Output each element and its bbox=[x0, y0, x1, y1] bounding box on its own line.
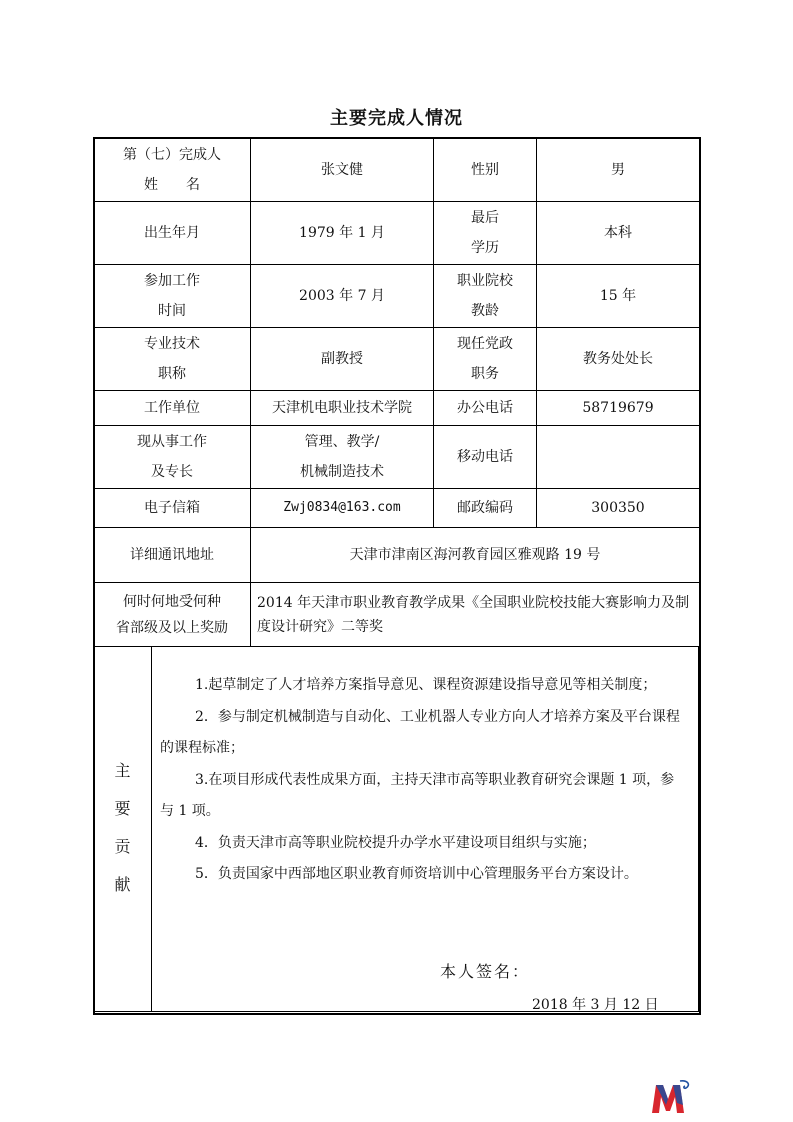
awards-label-cell: 何时何地受何种 省部级及以上奖励 bbox=[94, 583, 251, 647]
address-label: 详细通讯地址 bbox=[94, 528, 251, 583]
contribution-item: 4．负责天津市高等职业院校提升办学水平建设项目组织与实施； bbox=[195, 834, 596, 851]
row-title bbox=[94, 328, 700, 391]
office-phone-label: 办公电话 bbox=[434, 391, 537, 426]
contribution-content bbox=[152, 646, 692, 1011]
tech-title-value: 副教授 bbox=[251, 328, 434, 391]
post-value: 教务处处长 bbox=[537, 328, 700, 391]
email-value: Zwj0834@163.com bbox=[251, 489, 434, 528]
personnel-info-table bbox=[93, 137, 700, 647]
gender-value: 男 bbox=[537, 138, 700, 202]
zip-value: 300350 bbox=[537, 489, 700, 528]
post-label-cell: 现任党政 职务 bbox=[434, 328, 537, 391]
email-label: 电子信箱 bbox=[94, 489, 251, 528]
tech-title-label-cell: 专业技术 职称 bbox=[94, 328, 251, 391]
education-value: 本科 bbox=[537, 202, 700, 265]
row-employer bbox=[94, 391, 700, 426]
specialty-label-cell: 现从事工作 及专长 bbox=[94, 426, 251, 489]
office-phone-value: 58719679 bbox=[537, 391, 700, 426]
row-awards bbox=[94, 583, 700, 647]
contribution-item: 5．负责国家中西部地区职业教育师资培训中心管理服务平台方案设计。 bbox=[195, 866, 638, 882]
mobile-phone-value bbox=[537, 426, 700, 489]
contribution-item: 2．参与制定机械制造与自动化、工业机器人专业方向人才培养方案及平台课程的课程标准； bbox=[160, 708, 680, 756]
contribution-item: 3.在项目形成代表性成果方面，主持天津市高等职业教育研究会课题 1 项，参与 1 项。 bbox=[160, 771, 675, 819]
specialty-value-cell: 管理、教学/ 机械制造技术 bbox=[251, 426, 434, 489]
contribution-section bbox=[93, 646, 699, 1012]
awards-value: 2014 年天津市职业教育教学成果《全国职业院校技能大赛影响力及制度设计研究》二等奖 bbox=[251, 583, 700, 647]
work-start-value: 2003 年 7 月 bbox=[251, 265, 434, 328]
employer-value: 天津机电职业技术学院 bbox=[251, 391, 434, 426]
row-specialty bbox=[94, 426, 700, 489]
name-value: 张文健 bbox=[251, 138, 434, 202]
signature-label: 本人签名： bbox=[440, 962, 531, 981]
row-email bbox=[94, 489, 700, 528]
employer-label: 工作单位 bbox=[94, 391, 251, 426]
row-address bbox=[94, 528, 700, 583]
name-label-cell: 第（七）完成人 姓 名 bbox=[94, 138, 251, 202]
contribution-item: 1.起草制定了人才培养方案指导意见、课程资源建设指导意见等相关制度； bbox=[195, 677, 657, 693]
birth-label: 出生年月 bbox=[94, 202, 251, 265]
work-start-label-cell: 参加工作 时间 bbox=[94, 265, 251, 328]
row-name bbox=[94, 138, 700, 202]
education-label-cell: 最后 学历 bbox=[434, 202, 537, 265]
zip-label: 邮政编码 bbox=[434, 489, 537, 528]
page-title: 主要完成人情况 bbox=[330, 108, 463, 129]
row-work-start bbox=[94, 265, 700, 328]
contribution-label-char: 主 bbox=[114, 761, 131, 780]
birth-value: 1979 年 1 月 bbox=[251, 202, 434, 265]
address-value: 天津市津南区海河教育园区雅观路 19 号 bbox=[251, 528, 700, 583]
teaching-age-value: 15 年 bbox=[537, 265, 700, 328]
contribution-label-char: 献 bbox=[114, 875, 131, 894]
contribution-label-char: 要 bbox=[114, 799, 131, 818]
row-birth bbox=[94, 202, 700, 265]
publisher-logo bbox=[650, 1079, 692, 1115]
mobile-phone-label: 移动电话 bbox=[434, 426, 537, 489]
contribution-label bbox=[94, 646, 152, 1011]
gender-label: 性别 bbox=[434, 138, 537, 202]
signature-date: 2018 年 3 月 12 日 bbox=[532, 997, 659, 1013]
contribution-label-char: 贡 bbox=[114, 837, 131, 856]
teaching-age-label-cell: 职业院校 教龄 bbox=[434, 265, 537, 328]
